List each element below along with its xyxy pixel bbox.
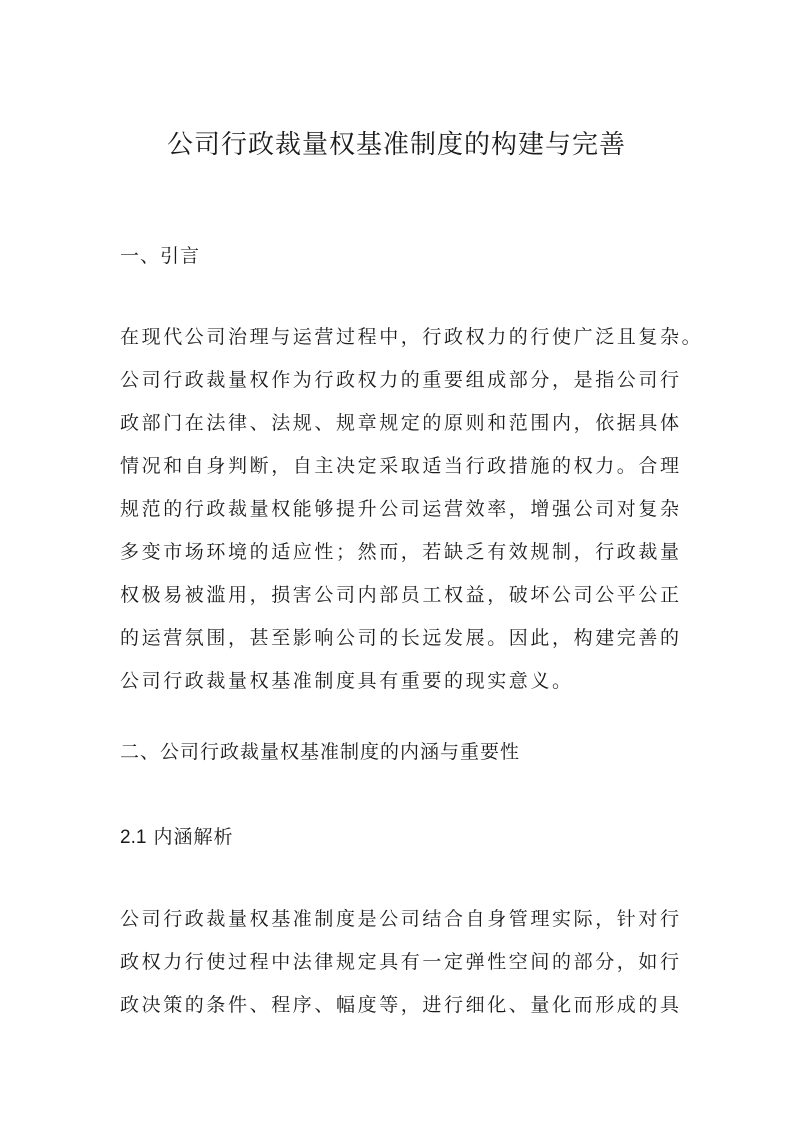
paragraph-line: 政权力行使过程中法律规定具有一定弹性空间的部分，如行 <box>120 951 682 973</box>
paragraph-line: 公司行政裁量权基准制度具有重要的现实意义。 <box>120 670 574 692</box>
subsection-number: 2.1 <box>120 827 147 848</box>
paragraph-line: 政部门在法律、法规、规章规定的原则和范围内，依据具体 <box>120 412 682 434</box>
document-title: 公司行政裁量权基准制度的构建与完善 <box>166 130 626 160</box>
section-heading-connotation-importance: 二、公司行政裁量权基准制度的内涵与重要性 <box>120 741 521 763</box>
paragraph-line: 多变市场环境的适应性；然而，若缺乏有效规制，行政裁量 <box>120 541 682 563</box>
paragraph-line: 情况和自身判断，自主决定采取适当行政措施的权力。合理 <box>120 455 682 477</box>
paragraph-line: 的运营氛围，甚至影响公司的长远发展。因此，构建完善的 <box>120 627 682 649</box>
subsection-label: 内涵解析 <box>153 826 234 848</box>
paragraph-line: 公司行政裁量权作为行政权力的重要组成部分，是指公司行 <box>120 369 682 391</box>
subsection-heading-connotation <box>120 824 233 851</box>
paragraph-line: 规范的行政裁量权能够提升公司运营效率，增强公司对复杂 <box>120 498 682 520</box>
paragraph-line: 公司行政裁量权基准制度是公司结合自身管理实际，针对行 <box>120 908 682 930</box>
paragraph-line: 政决策的条件、程序、幅度等，进行细化、量化而形成的具 <box>120 994 682 1016</box>
section-heading-introduction: 一、引言 <box>120 245 201 267</box>
paragraph-line: 在现代公司治理与运营过程中，行政权力的行使广泛且复杂。 <box>120 326 704 348</box>
paragraph-line: 权极易被滥用，损害公司内部员工权益，破坏公司公平公正 <box>120 584 682 606</box>
